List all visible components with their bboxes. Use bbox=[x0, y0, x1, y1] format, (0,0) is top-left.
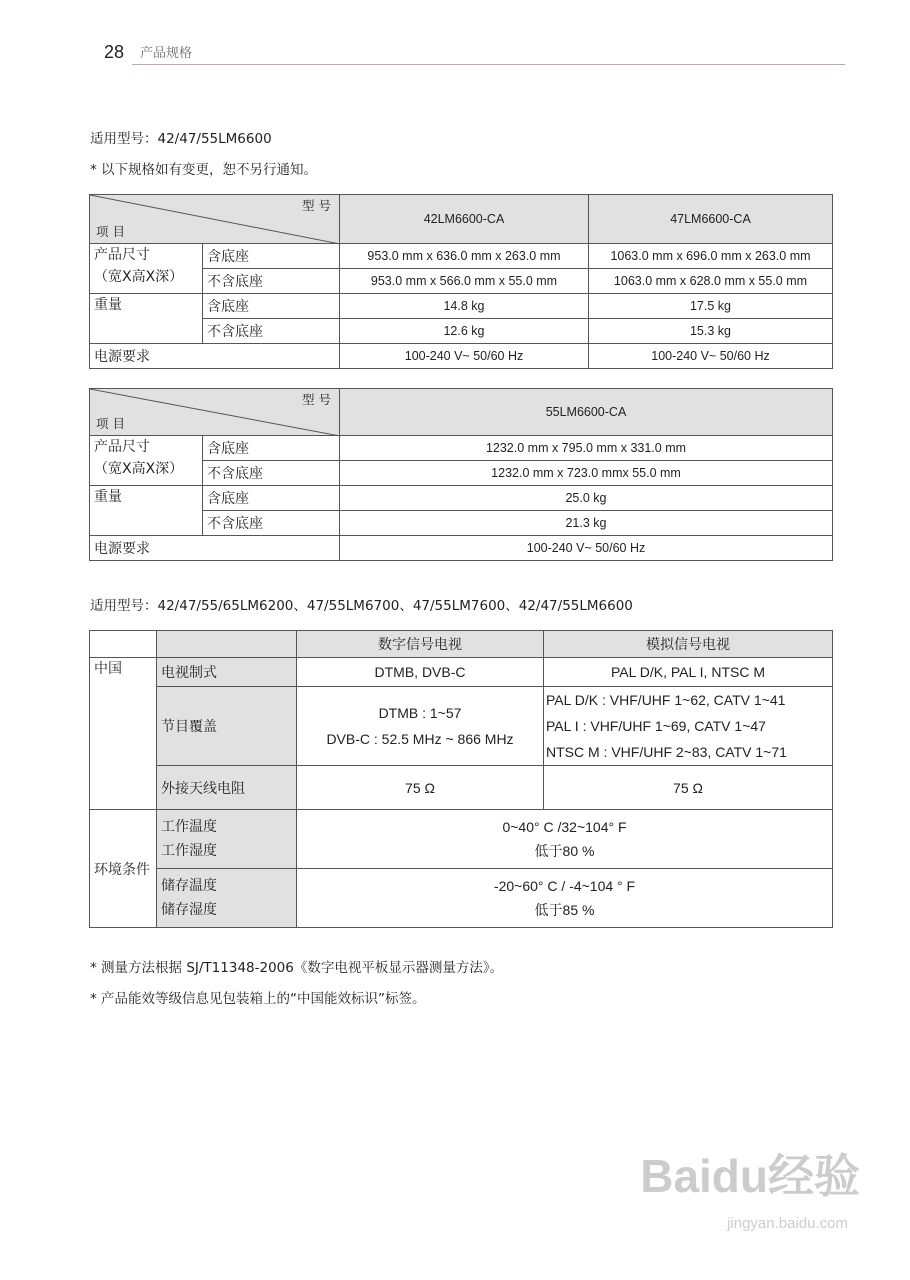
cell: 100-240 V~ 50/60 Hz bbox=[589, 344, 833, 369]
cell: 14.8 kg bbox=[340, 294, 589, 319]
cell: 100-240 V~ 50/60 Hz bbox=[340, 344, 589, 369]
cell bbox=[544, 687, 833, 766]
row-label bbox=[157, 810, 297, 869]
empty-cell bbox=[90, 766, 157, 810]
footnote: * 产品能效等级信息见包装箱上的“中国能效标识”标签。 bbox=[90, 991, 426, 1007]
cell-line: PAL D/K : VHF/UHF 1~62, CATV 1~41 bbox=[546, 692, 786, 708]
cell: 75 Ω bbox=[297, 766, 544, 810]
size-label-cell bbox=[90, 436, 203, 486]
broadcast-table bbox=[89, 630, 833, 928]
cell bbox=[297, 810, 833, 869]
row-label: 产品尺寸 bbox=[94, 247, 150, 263]
model-header: 55LM6600-CA bbox=[340, 389, 833, 436]
cell: 17.5 kg bbox=[589, 294, 833, 319]
cell: 953.0 mm x 636.0 mm x 263.0 mm bbox=[340, 244, 589, 269]
row-sublabel: （宽X高X深） bbox=[94, 461, 184, 477]
row-label-line: 工作温度 bbox=[161, 819, 217, 835]
row-sublabel: （宽X高X深） bbox=[94, 269, 184, 285]
corner-header bbox=[90, 389, 340, 436]
column-header: 模拟信号电视 bbox=[544, 631, 833, 658]
cell: PAL D/K, PAL I, NTSC M bbox=[544, 658, 833, 687]
cell: DTMB, DVB-C bbox=[297, 658, 544, 687]
model-header: 47LM6600-CA bbox=[589, 195, 833, 244]
cell: 1232.0 mm x 723.0 mmx 55.0 mm bbox=[340, 461, 833, 486]
page-number: 28 bbox=[104, 42, 125, 62]
cell-line: 低于80 % bbox=[534, 843, 595, 859]
applicable-models: 适用型号：42/47/55LM6600 bbox=[90, 131, 272, 147]
row-label: 电源要求 bbox=[90, 536, 340, 561]
row-label: 重量 bbox=[90, 294, 203, 344]
row-label: 节目覆盖 bbox=[157, 687, 297, 766]
row-label-line: 工作湿度 bbox=[161, 843, 217, 859]
cell: 953.0 mm x 566.0 mm x 55.0 mm bbox=[340, 269, 589, 294]
cell-line: DTMB : 1~57 bbox=[378, 705, 462, 721]
column-header: 数字信号电视 bbox=[297, 631, 544, 658]
cell: 25.0 kg bbox=[340, 486, 833, 511]
row-label bbox=[157, 869, 297, 928]
corner-top: 型 号 bbox=[302, 392, 331, 407]
cell-line: NTSC M : VHF/UHF 2~83, CATV 1~71 bbox=[546, 744, 787, 760]
model-header: 42LM6600-CA bbox=[340, 195, 589, 244]
corner-header bbox=[90, 195, 340, 244]
cell: 75 Ω bbox=[544, 766, 833, 810]
applicable-models-2: 适用型号：42/47/55/65LM6200、47/55LM6700、47/55LM7600、42/47/55LM6600 bbox=[90, 598, 633, 614]
cell: 1063.0 mm x 696.0 mm x 263.0 mm bbox=[589, 244, 833, 269]
cell bbox=[297, 869, 833, 928]
spec-table-55 bbox=[89, 388, 833, 561]
row-label: 含底座 bbox=[203, 244, 340, 269]
corner-top: 型 号 bbox=[302, 198, 331, 213]
row-label: 电视制式 bbox=[157, 658, 297, 687]
empty-header bbox=[157, 631, 297, 658]
row-label: 不含底座 bbox=[203, 461, 340, 486]
row-label: 含底座 bbox=[203, 436, 340, 461]
size-label-cell bbox=[90, 244, 203, 294]
cell: 15.3 kg bbox=[589, 319, 833, 344]
spec-table-42-47 bbox=[89, 194, 833, 369]
row-group-label: 环境条件 bbox=[90, 810, 157, 928]
cell: 100-240 V~ 50/60 Hz bbox=[340, 536, 833, 561]
row-label: 含底座 bbox=[203, 486, 340, 511]
change-notice: * 以下规格如有变更，恕不另行通知。 bbox=[90, 162, 318, 178]
row-label: 外接天线电阻 bbox=[157, 766, 297, 810]
row-label-line: 储存湿度 bbox=[161, 902, 217, 918]
cell: 1232.0 mm x 795.0 mm x 331.0 mm bbox=[340, 436, 833, 461]
section-title: 产品规格 bbox=[140, 46, 193, 61]
cell: 21.3 kg bbox=[340, 511, 833, 536]
row-label-line: 储存温度 bbox=[161, 878, 217, 894]
cell-line: 0~40° C /32~104° F bbox=[502, 819, 627, 835]
row-group-label: 中国 bbox=[90, 658, 157, 766]
baidu-watermark-logo: Baidu经验 bbox=[640, 1150, 860, 1202]
cell-line: -20~60° C / -4~104 ° F bbox=[493, 878, 636, 894]
row-label: 不含底座 bbox=[203, 319, 340, 344]
row-label: 不含底座 bbox=[203, 269, 340, 294]
cell: 1063.0 mm x 628.0 mm x 55.0 mm bbox=[589, 269, 833, 294]
row-label: 产品尺寸 bbox=[94, 439, 150, 455]
row-label: 重量 bbox=[90, 486, 203, 536]
row-label: 电源要求 bbox=[90, 344, 340, 369]
cell bbox=[297, 687, 544, 766]
cell-line: PAL I : VHF/UHF 1~69, CATV 1~47 bbox=[546, 718, 766, 734]
footnote: * 测量方法根据 SJ/T11348-2006《数字电视平板显示器测量方法》。 bbox=[90, 960, 504, 976]
corner-bottom: 项 目 bbox=[96, 416, 125, 431]
baidu-watermark-url: jingyan.baidu.com bbox=[727, 1215, 848, 1232]
row-label: 不含底座 bbox=[203, 511, 340, 536]
corner-bottom: 项 目 bbox=[96, 224, 125, 239]
header-divider bbox=[132, 64, 845, 65]
cell-line: 低于85 % bbox=[534, 902, 595, 918]
row-label: 含底座 bbox=[203, 294, 340, 319]
cell: 12.6 kg bbox=[340, 319, 589, 344]
cell-line: DVB-C : 52.5 MHz ~ 866 MHz bbox=[326, 731, 514, 747]
empty-cell bbox=[90, 631, 157, 658]
